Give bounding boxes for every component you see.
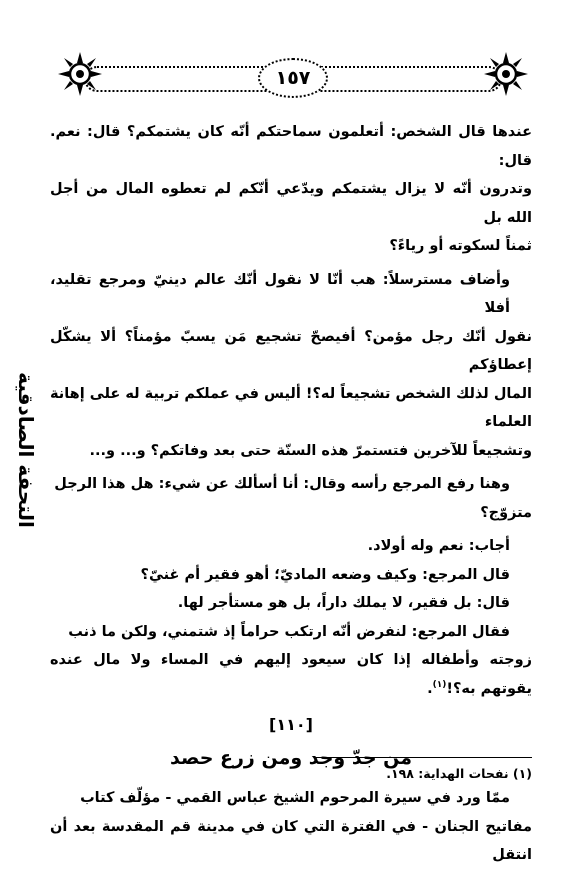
text-line: وهنا رفع المرجع رأسه وقال: أنا أسألك عن شيء: هل هذا الرجل	[54, 476, 510, 492]
page-body	[50, 118, 532, 875]
page-number: ١٥٧	[275, 67, 311, 89]
sun-ornament-icon	[484, 52, 528, 96]
paragraph	[50, 470, 532, 527]
book-title-margin	[6, 355, 46, 545]
book-title: التحفة الصادقية	[14, 372, 39, 528]
paragraph	[50, 266, 532, 466]
text-line: نقول أنّك رجل مؤمن؟ أفيصحّ تشجيع مَن يسبّ مؤمناً؟ ألا يشكّل إعطاؤكم	[50, 328, 532, 373]
page-header	[58, 52, 528, 100]
story-title: من جدّ وجد ومن زرع حصد	[170, 746, 412, 769]
text-line: قال المرجع: وكيف وضعه الماديّ؛ أهو فقير أم غنيّ؟	[140, 566, 510, 583]
text-line: مفاتيح الجنان - في الفترة التي كان في مدينة قم المقدسة بعد أن انتقل	[50, 818, 532, 863]
text-line: ممّا ورد في سيرة المرحوم الشيخ عباس القمي - مؤلّف كتاب	[80, 790, 510, 806]
text-line	[50, 646, 532, 703]
paragraph	[50, 784, 532, 870]
text-line: متزوّج؟	[480, 504, 532, 521]
sentence-end: .	[427, 680, 433, 697]
text-line: المال لذلك الشخص تشجيعاً له؟! أليس في عملكم تربية له على إهانة العلماء	[50, 385, 532, 430]
text-line: قال: بل فقير، لا يملك داراً، بل هو مستأجر لها.	[177, 595, 510, 611]
text-line: فقال المرجع: لنفرض أنّه ارتكب حراماً إذ شتمني، ولكن ما ذنب	[68, 623, 510, 640]
text-line-body: زوجته وأطفاله إذا كان سيعود إليهم في المساء ولا مال عنده يقوتهم به؟!	[50, 652, 532, 697]
sun-ornament-icon	[58, 52, 102, 96]
text-line: أجاب: نعم وله أولاد.	[367, 538, 510, 554]
paragraph	[50, 589, 532, 618]
paragraph	[50, 618, 532, 704]
text-line: ثمناً لسكوته أو رياءً؟	[389, 238, 532, 254]
text-line: وأضاف مسترسلاً: هب أنّا لا نقول أنّك عالم دينيّ ومرجع تقليد، أفلا	[50, 271, 510, 316]
footnote-reference[interactable]: (١)	[432, 679, 447, 690]
story-number: [١١٠]	[269, 715, 313, 734]
text-line: وتشجيعاً للآخرين فتستمرّ هذه السنّة حتى بعد وفاتكم؟ و... و...	[89, 442, 532, 459]
footnote: (١) نفحات الهداية: ١٩٨.	[386, 766, 532, 781]
text-line: وتدرون أنّه لا يزال يشتمكم ويدّعي أنّكم لم تعطوه المال من أجل الله بل	[50, 181, 532, 226]
paragraph	[50, 561, 532, 590]
paragraph	[50, 118, 532, 261]
paragraph	[50, 532, 532, 561]
page-number-oval	[258, 58, 328, 98]
footnote-divider	[314, 757, 532, 758]
text-line: عندها قال الشخص: أتعلمون سماحتكم أنّه كان يشتمكم؟ قال: نعم. قال:	[50, 124, 532, 169]
